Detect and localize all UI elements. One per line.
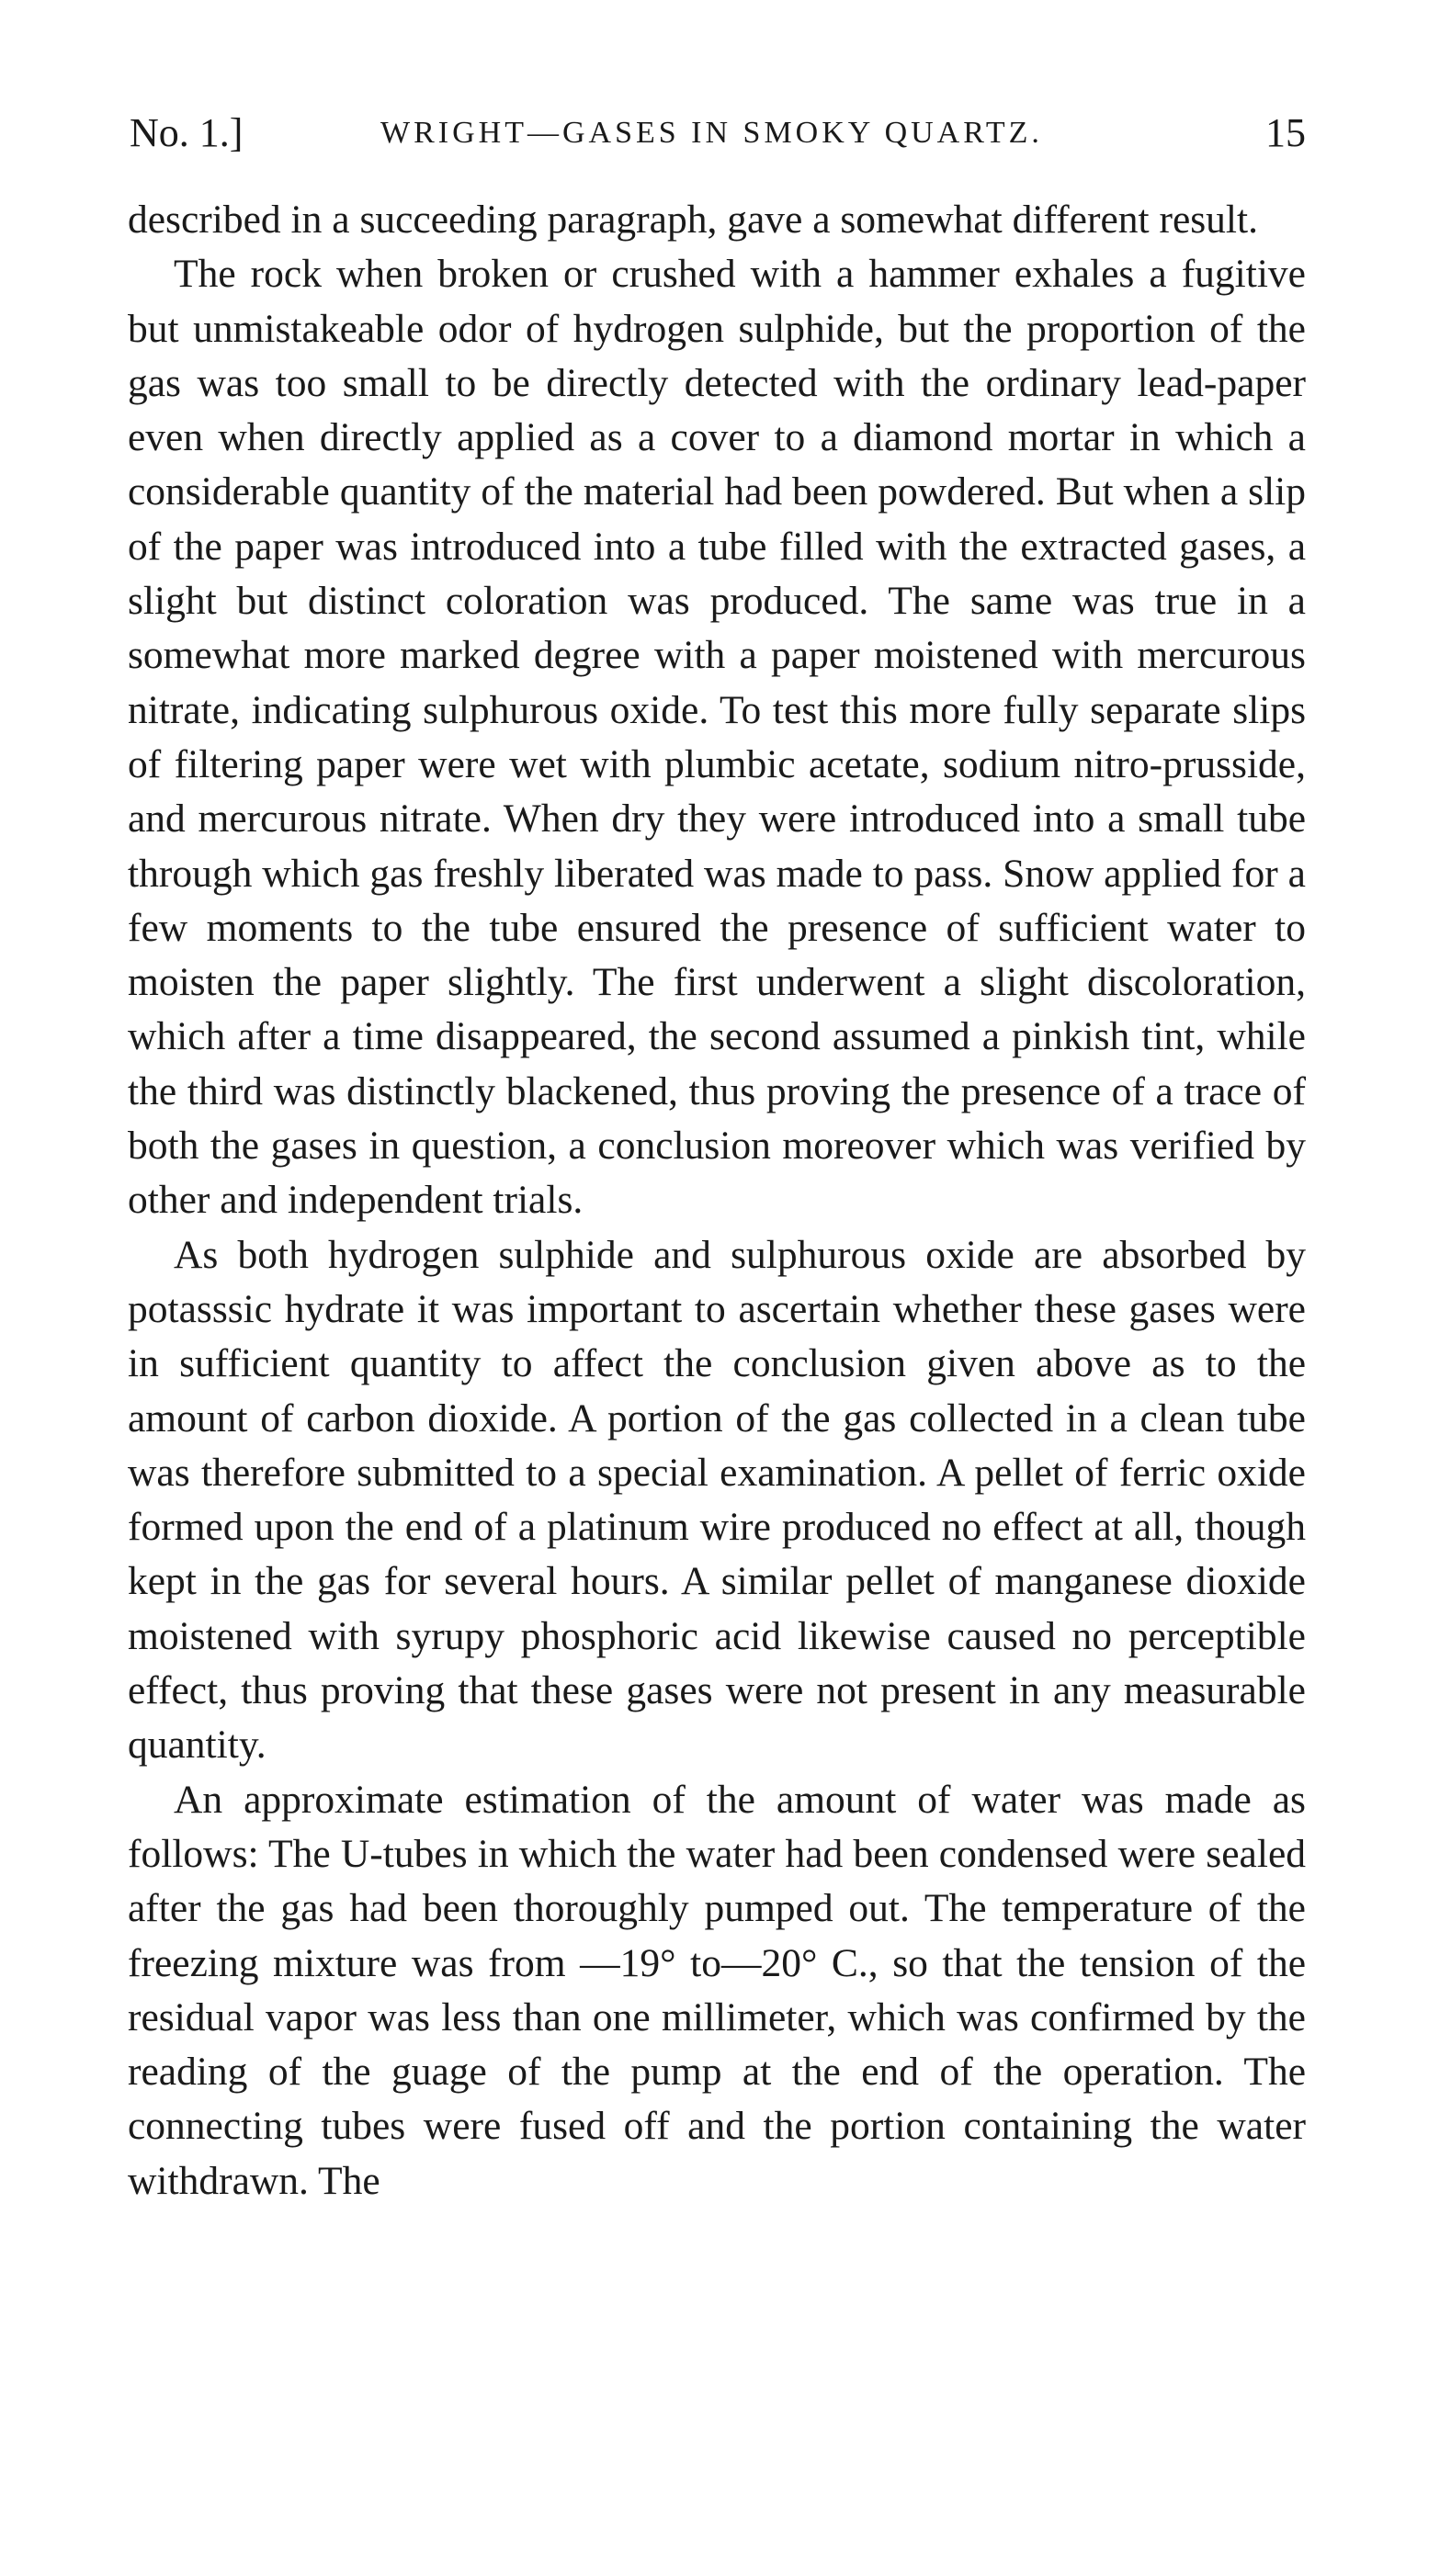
paragraph-absorption-test: As both hydrogen sulphide and sulphurous oxide are absorbed by potasssic hydrate it was important to ascertain whether these gases were in sufficient quantity to affect the conclusion given above as to the amount of carbon dioxide. A portion of the gas collected in a clean tube was therefore submitted to a special examination. A pellet of ferric oxide formed upon the end of a platinum wire produced no effect at all, though kept in the gas for several hours. A similar pellet of manganese dioxide moistened with syrupy phosphoric acid likewise caused no perceptible effect, thus proving that these gases were not present in any measurable quantity.: [128, 1232, 1306, 1768]
paragraph-water-estimation: An approximate estimation of the amount of water was made as follows: The U-tubes in which the water had been condensed were sealed after the gas had been thoroughly pumped out. The temperature of the freezing mixture was from —19° to—20° C., so that the tension of the residual vapor was less than one millimeter, which was confirmed by the reading of the guage of the pump at the end of the operation. The connecting tubes were fused off and the portion containing the water withdrawn. The: [128, 1777, 1306, 2203]
running-head: [128, 101, 1306, 165]
paragraph-continued: described in a succeeding paragraph, gave a somewhat different result.: [128, 198, 1258, 242]
running-title: WRIGHT—GASES IN SMOKY QUARTZ.: [380, 116, 1043, 150]
page-number: 15: [1265, 110, 1306, 155]
paragraph-hydrogen-sulphide: The rock when broken or crushed with a hammer exhales a fugitive but unmistakeable odor of hydrogen sulphide, but the proportion of the gas was too small to be directly detected with the ordinary lead-paper even when directly applied as a cover to a diamond mortar in which a considerable quantity of the material had been powdered. But when a slip of the paper was introduced into a tube filled with the extracted gases, a slight but distinct coloration was produced. The same was true in a somewhat more marked degree with a paper moistened with mercurous nitrate, indicating sulphurous oxide. To test this more fully separate slips of filtering paper were wet with plumbic acetate, sodium nitro-prusside, and mercurous nitrate. When dry they were introduced into a small tube through which gas freshly liberated was made to pass. Snow applied for a few moments to the tube ensured the presence of sufficient water to moisten the paper slightly. The first underwent a slight discoloration, which after a time disappeared, the second assumed a pinkish tint, while the third was distinctly blackened, thus proving the presence of a trace of both the gases in question, a conclusion moreover which was verified by other and independent trials.: [128, 252, 1306, 1223]
issue-number: No. 1.]: [130, 110, 244, 155]
body-text: [128, 193, 1306, 2209]
document-page: [128, 101, 1306, 2209]
